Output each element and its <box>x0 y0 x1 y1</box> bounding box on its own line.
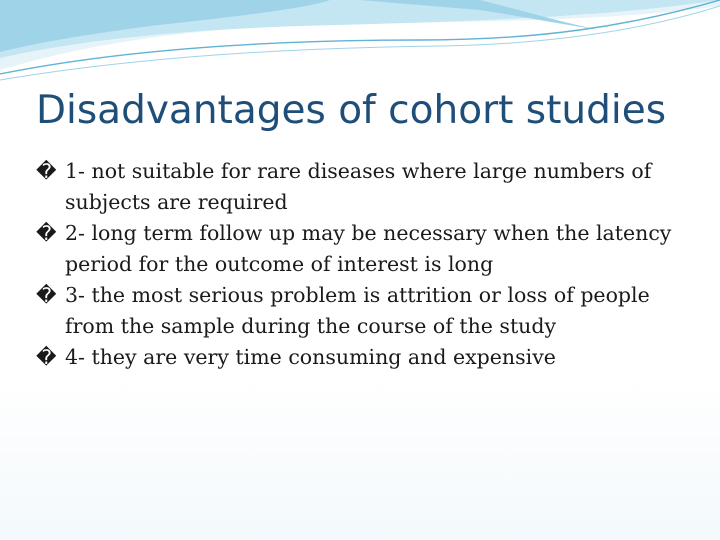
bullet-list <box>36 156 696 373</box>
bullet-item <box>36 280 696 342</box>
bullet-text: 2- long term follow up may be necessary when the latency period for the outcome of interest is long <box>65 221 672 276</box>
bullet-text: 3- the most serious problem is attrition or loss of people from the sample during the course of the study <box>65 283 650 338</box>
bullet-text: 4- they are very time consuming and expensive <box>65 345 556 369</box>
bullet-marker-icon: � <box>36 159 57 183</box>
bullet-item <box>36 342 696 373</box>
slide-title: Disadvantages of cohort studies <box>36 88 667 133</box>
wave-decoration <box>0 0 720 90</box>
bullet-marker-icon: � <box>36 221 57 245</box>
bullet-item <box>36 156 696 218</box>
bullet-marker-icon: � <box>36 283 57 307</box>
bullet-item <box>36 218 696 280</box>
bullet-text: 1- not suitable for rare diseases where large numbers of subjects are required <box>65 159 652 214</box>
bullet-marker-icon: � <box>36 345 57 369</box>
